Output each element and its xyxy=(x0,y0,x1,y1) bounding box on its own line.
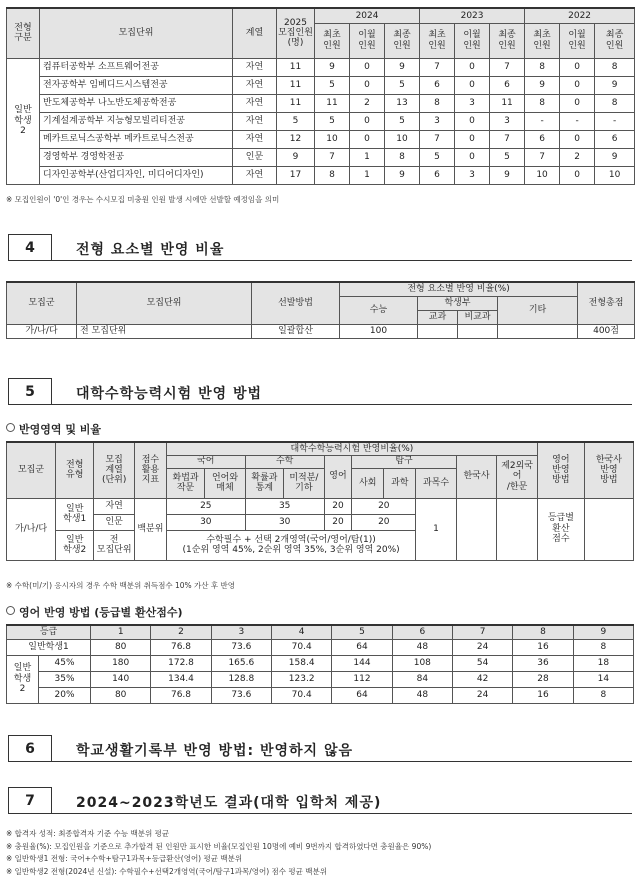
cell-score: 112 xyxy=(332,671,392,687)
cell-score: 8 xyxy=(573,687,633,703)
section-title: 2024~2023학년도 결과(대학 입학처 제공) xyxy=(76,795,382,811)
cell-count: 0 xyxy=(560,166,595,184)
cell-percent: 35% xyxy=(39,671,91,687)
cell-count: 3 xyxy=(420,112,455,130)
cell-percent: 20% xyxy=(39,687,91,703)
cell-quota: 12 xyxy=(277,130,315,148)
note-line: ※ 일반학생1 전형: 국어+수학+탐구1과목+등급환산(영어) 평균 백분위 xyxy=(6,854,243,863)
cell-score: 16 xyxy=(513,687,573,703)
cell-field-humanities: 인문 xyxy=(94,514,135,530)
cell-count: 0 xyxy=(560,130,595,148)
section-number: 4 xyxy=(8,234,52,261)
header-course: 교과 xyxy=(418,310,458,324)
cell-quota: 11 xyxy=(277,58,315,76)
table-row xyxy=(7,94,635,112)
header-final: 최종 인원 xyxy=(490,23,525,58)
header-first: 최초 인원 xyxy=(315,23,350,58)
header-first: 최초 인원 xyxy=(420,23,455,58)
cell-score: 80 xyxy=(91,639,151,655)
section-title: 전형 요소별 반영 비율 xyxy=(76,242,225,258)
cell-kor-ratio: 25 xyxy=(166,498,245,514)
cell-count: 0 xyxy=(455,112,490,130)
cell-l2 xyxy=(497,498,538,560)
cell-count: 10 xyxy=(525,166,560,184)
table-row xyxy=(7,76,635,94)
cell-method: 일괄합산 xyxy=(252,324,340,338)
header-grade-number: 9 xyxy=(573,625,633,639)
cell-count: 5 xyxy=(420,148,455,166)
gen2-rule-line2: (1순위 영역 45%, 2순위 영역 35%, 3순위 영역 20%) xyxy=(182,545,400,555)
table-row xyxy=(7,671,634,687)
header-suneung: 수능 xyxy=(340,296,418,324)
header-school-record: 학생부 xyxy=(418,296,498,310)
cell-count: 0 xyxy=(350,76,385,94)
cell-count: 13 xyxy=(385,94,420,112)
cell-eng-method: 등급별 환산 점수 xyxy=(537,498,584,560)
cell-count: 0 xyxy=(350,130,385,148)
section-7-notes xyxy=(6,828,431,878)
cell-count: 8 xyxy=(595,58,635,76)
cell-gen2-label: 일반 학생 2 xyxy=(7,655,39,703)
results-table xyxy=(6,7,635,185)
cell-count: 9 xyxy=(385,166,420,184)
header-korean: 국어 xyxy=(166,455,245,468)
cell-quota: 17 xyxy=(277,166,315,184)
header-ratio: 전형 요소별 반영 비율(%) xyxy=(340,282,578,296)
cell-count: 8 xyxy=(525,94,560,112)
cell-math-ratio: 30 xyxy=(245,514,324,530)
cell-count: 0 xyxy=(560,94,595,112)
cell-unit: 컴퓨터공학부 소프트웨어전공 xyxy=(40,58,233,76)
header-group: 모집군 xyxy=(7,282,77,324)
cell-field: 자연 xyxy=(233,112,277,130)
cell-score: 48 xyxy=(392,687,452,703)
circle-bullet-icon xyxy=(6,606,15,615)
cell-count: 7 xyxy=(420,58,455,76)
cell-gen1-label: 일반학생1 xyxy=(7,639,91,655)
section-5-header xyxy=(8,378,632,405)
header-quota-2025: 2025 모집인원 (명) xyxy=(277,8,315,58)
section-number: 6 xyxy=(8,735,52,762)
cell-count: 5 xyxy=(385,76,420,94)
cell-count: 3 xyxy=(490,112,525,130)
cell-count: 7 xyxy=(420,130,455,148)
cell-score: 144 xyxy=(332,655,392,671)
cell-field-nature: 자연 xyxy=(94,498,135,514)
cell-type-2: 일반 학생2 xyxy=(56,530,94,560)
cell-field-all: 전 모집단위 xyxy=(94,530,135,560)
header-k1: 화법과 작문 xyxy=(166,468,204,498)
cell-count: - xyxy=(560,112,595,130)
header-hist-method: 한국사 반영 방법 xyxy=(584,442,633,498)
cell-count: 0 xyxy=(560,58,595,76)
section-number: 7 xyxy=(8,787,52,814)
header-grade-number: 4 xyxy=(272,625,332,639)
cell-count: 6 xyxy=(595,130,635,148)
header-grade-number: 2 xyxy=(151,625,211,639)
cell-score: 70.4 xyxy=(272,687,332,703)
cell-count: 7 xyxy=(315,148,350,166)
cell-count: 1 xyxy=(350,166,385,184)
header-total: 전형총점 xyxy=(578,282,635,324)
cell-count: 3 xyxy=(455,166,490,184)
cell-count: 8 xyxy=(525,58,560,76)
cell-noncourse xyxy=(458,324,498,338)
cell-count: 0 xyxy=(455,148,490,166)
table-row xyxy=(7,639,634,655)
cell-score: 73.6 xyxy=(211,687,271,703)
cell-count: 10 xyxy=(595,166,635,184)
cell-score: 76.8 xyxy=(151,639,211,655)
cell-count: 10 xyxy=(315,130,350,148)
cell-count: 0 xyxy=(455,76,490,94)
suneung-table xyxy=(6,441,634,561)
cell-score: 134.4 xyxy=(151,671,211,687)
header-other: 기타 xyxy=(498,296,578,324)
gen2-rule-line1: 수학필수 + 선택 2개영역(국어/영어/탐(1)) xyxy=(206,534,376,545)
cell-count: 6 xyxy=(420,166,455,184)
cell-count: 6 xyxy=(420,76,455,94)
header-carry: 이월 인원 xyxy=(455,23,490,58)
header-final: 최종 인원 xyxy=(595,23,635,58)
header-grade-number: 8 xyxy=(513,625,573,639)
cell-score: 70.4 xyxy=(272,639,332,655)
cell-count: 9 xyxy=(595,148,635,166)
cell-count: 0 xyxy=(455,58,490,76)
cell-group: 가/나/다 xyxy=(7,498,56,560)
cell-score: 80 xyxy=(91,687,151,703)
header-m2: 미적분/ 기하 xyxy=(284,468,325,498)
cell-field: 인문 xyxy=(233,148,277,166)
header-type: 전형 구분 xyxy=(7,8,40,58)
cell-score: 128.8 xyxy=(211,671,271,687)
circle-bullet-icon xyxy=(6,423,15,432)
cell-score: 180 xyxy=(91,655,151,671)
cell-score: 54 xyxy=(452,655,512,671)
cell-count: 6 xyxy=(525,130,560,148)
cell-count: 11 xyxy=(315,94,350,112)
header-carry: 이월 인원 xyxy=(350,23,385,58)
cell-score: 28 xyxy=(513,671,573,687)
cell-count: 8 xyxy=(420,94,455,112)
header-science: 과학 xyxy=(384,468,416,498)
cell-count: 8 xyxy=(315,166,350,184)
header-2024: 2024 xyxy=(315,8,420,23)
cell-type-1: 일반 학생1 xyxy=(56,498,94,530)
header-score: 점수 활용 지표 xyxy=(134,442,166,498)
cell-field: 자연 xyxy=(233,166,277,184)
cell-field: 자연 xyxy=(233,130,277,148)
header-noncourse: 비교과 xyxy=(458,310,498,324)
cell-hist xyxy=(456,498,497,560)
cell-count: 8 xyxy=(385,148,420,166)
section-7-header xyxy=(8,787,632,814)
cell-count: - xyxy=(595,112,635,130)
cell-score: 84 xyxy=(392,671,452,687)
cell-count: 5 xyxy=(315,76,350,94)
cell-count: 0 xyxy=(350,112,385,130)
table-row xyxy=(7,58,635,76)
header-m1: 확률과 통계 xyxy=(245,468,283,498)
section-number: 5 xyxy=(8,378,52,405)
cell-unit: 디자인공학부(산업디자인, 미디어디자인) xyxy=(40,166,233,184)
header-inquiry: 탐구 xyxy=(352,455,456,468)
header-field: 모집 계열 (단위) xyxy=(94,442,135,498)
table-row xyxy=(7,166,635,184)
cell-count: - xyxy=(525,112,560,130)
cell-quota: 11 xyxy=(277,94,315,112)
header-subject-count: 과목수 xyxy=(416,468,457,498)
cell-unit: 메카트로닉스공학부 메카트로닉스전공 xyxy=(40,130,233,148)
cell-unit: 반도체공학부 나노반도체공학전공 xyxy=(40,94,233,112)
subsection-eng-method: 영어 반영 방법 (등급별 환산점수) xyxy=(6,604,183,620)
cell-course xyxy=(418,324,458,338)
cell-count: 0 xyxy=(455,130,490,148)
header-english: 영어 xyxy=(324,455,352,498)
cell-unit: 경영학부 경영학전공 xyxy=(40,148,233,166)
header-method: 선발방법 xyxy=(252,282,340,324)
cell-count: 2 xyxy=(560,148,595,166)
cell-score: 108 xyxy=(392,655,452,671)
cell-count: 2 xyxy=(350,94,385,112)
cell-count: 5 xyxy=(315,112,350,130)
header-carry: 이월 인원 xyxy=(560,23,595,58)
math-bonus-note: ※ 수학(미/기) 응시자의 경우 수학 백분위 취득점수 10% 가산 후 반영 xyxy=(6,581,236,590)
cell-count: 7 xyxy=(490,58,525,76)
cell-score: 36 xyxy=(513,655,573,671)
note-line: ※ 일반학생2 전형(2024년 신설): 수학필수+선택2개영역(국어/탐구1과목/영어) 점수 평균 백분위 xyxy=(6,866,328,876)
cell-count: 9 xyxy=(385,58,420,76)
header-second-language: 제2외국어 /한문 xyxy=(497,455,538,498)
cell-suneung: 100 xyxy=(340,324,418,338)
cell-eng-ratio: 20 xyxy=(324,498,352,514)
header-social: 사회 xyxy=(352,468,384,498)
header-k2: 언어와 매체 xyxy=(205,468,246,498)
cell-score: 14 xyxy=(573,671,633,687)
section-4-header xyxy=(8,234,632,261)
cell-group-label: 일반 학생 2 xyxy=(7,58,40,184)
table-row xyxy=(7,687,634,703)
cell-count: 6 xyxy=(490,76,525,94)
cell-unit: 전 모집단위 xyxy=(77,324,252,338)
section-title: 대학수학능력시험 반영 방법 xyxy=(76,386,263,402)
header-grade: 등급 xyxy=(7,625,91,639)
cell-count: 3 xyxy=(455,94,490,112)
header-grade-number: 3 xyxy=(211,625,271,639)
results-note: ※ 모집인원이 '0'인 경우는 수시모집 미충원 인원 발생 시에만 선발할 예정임을 의미 xyxy=(6,195,280,204)
cell-field: 자연 xyxy=(233,76,277,94)
ratio-table xyxy=(6,281,635,339)
header-group: 모집군 xyxy=(7,442,56,498)
cell-gen2-rule xyxy=(166,530,415,560)
table-row xyxy=(7,112,635,130)
cell-count: 10 xyxy=(385,130,420,148)
cell-score: 73.6 xyxy=(211,639,271,655)
cell-count: 9 xyxy=(315,58,350,76)
eng-grade-table xyxy=(6,624,634,704)
cell-count: 9 xyxy=(525,76,560,94)
cell-total: 400점 xyxy=(578,324,635,338)
cell-score: 24 xyxy=(452,687,512,703)
cell-score: 76.8 xyxy=(151,687,211,703)
subsection-reflect-areas: 반영영역 및 비율 xyxy=(6,421,101,437)
cell-subject-count: 1 xyxy=(416,498,457,560)
header-korean-history: 한국사 xyxy=(456,455,497,498)
cell-score: 8 xyxy=(573,639,633,655)
header-2022: 2022 xyxy=(525,8,635,23)
cell-score: 18 xyxy=(573,655,633,671)
cell-math-ratio: 35 xyxy=(245,498,324,514)
cell-score: 24 xyxy=(452,639,512,655)
cell-count: 8 xyxy=(595,94,635,112)
cell-count: 0 xyxy=(560,76,595,94)
cell-count: 0 xyxy=(350,58,385,76)
cell-count: 9 xyxy=(490,166,525,184)
header-eng-method: 영어 반영 방법 xyxy=(537,442,584,498)
cell-count: 7 xyxy=(490,130,525,148)
header-field: 계열 xyxy=(233,8,277,58)
cell-score: 172.8 xyxy=(151,655,211,671)
table-row xyxy=(7,655,634,671)
header-suneung-ratio: 대학수학능력시험 반영비율(%) xyxy=(166,442,537,455)
cell-score: 165.6 xyxy=(211,655,271,671)
cell-score: 140 xyxy=(91,671,151,687)
cell-score: 64 xyxy=(332,687,392,703)
cell-count: 5 xyxy=(385,112,420,130)
cell-count: 1 xyxy=(350,148,385,166)
header-grade-number: 1 xyxy=(91,625,151,639)
section-6-header xyxy=(8,735,632,762)
cell-kor-ratio: 30 xyxy=(166,514,245,530)
cell-quota: 9 xyxy=(277,148,315,166)
table-row xyxy=(7,130,635,148)
header-first: 최초 인원 xyxy=(525,23,560,58)
header-type: 전형 유형 xyxy=(56,442,94,498)
header-math: 수학 xyxy=(245,455,324,468)
cell-other xyxy=(498,324,578,338)
table-row xyxy=(7,148,635,166)
cell-score: 123.2 xyxy=(272,671,332,687)
cell-score: 16 xyxy=(513,639,573,655)
header-grade-number: 7 xyxy=(452,625,512,639)
note-line: ※ 충원율(%): 모집인원을 기준으로 추가합격 된 인원만 표시한 비율(모집인원 10명에 예비 9번까지 합격하였다면 충원율은 90%) xyxy=(6,841,432,851)
cell-count: 7 xyxy=(525,148,560,166)
cell-score: 48 xyxy=(392,639,452,655)
cell-quota: 5 xyxy=(277,112,315,130)
note-line: ※ 합격자 성적: 최종합격자 기준 수능 백분위 평균 xyxy=(6,829,170,838)
header-2023: 2023 xyxy=(420,8,525,23)
header-grade-number: 5 xyxy=(332,625,392,639)
header-final: 최종 인원 xyxy=(385,23,420,58)
cell-hist-method xyxy=(584,498,633,560)
cell-inq-ratio: 20 xyxy=(352,498,416,514)
cell-percent: 45% xyxy=(39,655,91,671)
header-unit: 모집단위 xyxy=(40,8,233,58)
section-title: 학교생활기록부 반영 방법: 반영하지 않음 xyxy=(76,743,354,759)
cell-count: 9 xyxy=(595,76,635,94)
cell-inq-ratio: 20 xyxy=(352,514,416,530)
cell-group: 가/나/다 xyxy=(7,324,77,338)
cell-score: 42 xyxy=(452,671,512,687)
header-unit: 모집단위 xyxy=(77,282,252,324)
cell-count: 5 xyxy=(490,148,525,166)
cell-eng-ratio: 20 xyxy=(324,514,352,530)
cell-score: 64 xyxy=(332,639,392,655)
header-grade-number: 6 xyxy=(392,625,452,639)
cell-field: 자연 xyxy=(233,58,277,76)
cell-score: 158.4 xyxy=(272,655,332,671)
cell-field: 자연 xyxy=(233,94,277,112)
cell-unit: 전자공학부 임베디드시스템전공 xyxy=(40,76,233,94)
cell-score-index: 백분위 xyxy=(134,498,166,560)
cell-unit: 기계설계공학부 지능형모빌리티전공 xyxy=(40,112,233,130)
cell-quota: 11 xyxy=(277,76,315,94)
cell-count: 11 xyxy=(490,94,525,112)
